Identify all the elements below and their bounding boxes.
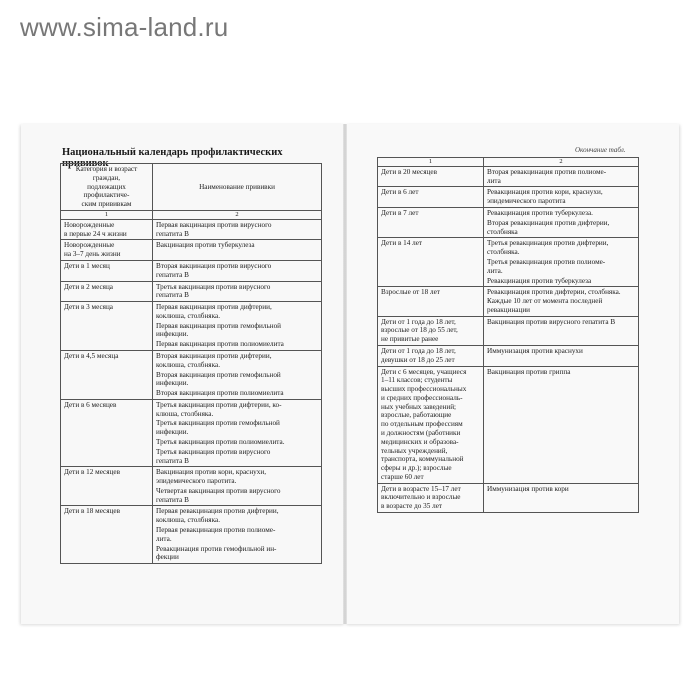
table-row — [61, 240, 322, 261]
vaccine-text: инфекции. — [156, 379, 189, 388]
category-text: и средних профессиональ- — [381, 393, 463, 402]
vaccination-table-left — [60, 163, 322, 564]
vaccine-text: Иммунизация против краснухи — [487, 346, 583, 355]
table-row — [61, 467, 322, 506]
category-text: Дети в 2 месяца — [64, 282, 113, 291]
table-row — [378, 316, 639, 345]
vaccine-text: Третья вакцинация против полиомиелита. — [156, 438, 285, 447]
vaccine-cell — [484, 187, 639, 208]
vaccine-text: лита. — [487, 266, 503, 275]
vaccine-cell — [484, 483, 639, 512]
table-row — [61, 281, 322, 302]
vaccine-text: Вакцинация против гриппа — [487, 367, 571, 376]
vaccine-text: Ревакцинация против дифтерии, столбняка. — [487, 288, 621, 297]
vaccine-text: Вторая вакцинация против дифтерии, — [156, 351, 272, 360]
category-cell — [378, 483, 484, 512]
table-row — [378, 287, 639, 316]
category-text: Дети в 14 лет — [381, 239, 423, 248]
category-text: тельных учреждений, — [381, 446, 448, 455]
category-text: девушки от 18 до 25 лет — [381, 355, 455, 364]
category-cell — [61, 506, 153, 564]
vaccine-text: Четвертая вакцинация против вирусного — [156, 486, 281, 495]
header-vaccine: Наименование прививки — [153, 164, 322, 211]
category-cell — [61, 281, 153, 302]
table-row — [61, 350, 322, 399]
vaccine-text: Вторая ревакцинация против полиоме- — [487, 167, 607, 176]
vaccine-text: клюша, столбняка. — [156, 409, 214, 418]
table-row — [378, 238, 639, 287]
category-text: Дети в 20 месяцев — [381, 167, 437, 176]
vaccine-text: Ревакцинация против туберкулеза — [487, 276, 592, 285]
table-title: Национальный календарь профилактических прививок — [62, 147, 283, 169]
vaccine-text: Третья вакцинация против вирусного — [156, 447, 271, 456]
category-text: высших профессиональных — [381, 385, 467, 394]
category-cell — [378, 345, 484, 366]
table-row — [378, 208, 639, 238]
category-text: и должностям (работники — [381, 429, 461, 438]
category-cell — [61, 350, 153, 399]
category-text: по отдельным профессиям — [381, 420, 463, 429]
category-cell — [61, 302, 153, 351]
vaccine-text: столбняка. — [487, 248, 520, 257]
category-text: Дети с 6 месяцев, учащиеся — [381, 367, 467, 376]
category-text: Дети в 6 месяцев — [64, 400, 117, 409]
category-text: Дети в 6 лет — [381, 188, 419, 197]
category-text: на 3–7 день жизни — [64, 250, 121, 259]
category-cell — [378, 287, 484, 316]
vaccine-text: гепатита В — [156, 270, 189, 279]
column-number-row — [378, 158, 639, 167]
vaccine-text: коклюша, столбняка. — [156, 360, 220, 369]
category-cell — [61, 219, 153, 240]
table-row — [61, 302, 322, 351]
vaccine-text: гепатита В — [156, 456, 189, 465]
category-text: Дети в 7 лет — [381, 209, 419, 218]
table-row — [61, 260, 322, 281]
category-text: Дети в 3 месяца — [64, 303, 113, 312]
category-cell — [378, 187, 484, 208]
vaccine-text: Первая вакцинация против дифтерии, — [156, 303, 272, 312]
vaccine-cell — [484, 287, 639, 316]
vaccine-text: Вторая вакцинация против гемофильной — [156, 370, 281, 379]
table-row — [61, 219, 322, 240]
vaccine-text: Вторая вакцинация против полиомиелита — [156, 389, 284, 398]
vaccination-table-right — [377, 157, 639, 513]
vaccine-text: Первая ревакцинация против дифтерии, — [156, 507, 279, 516]
book-spine — [343, 124, 347, 624]
category-text: Дети в 1 месяц — [64, 261, 110, 270]
category-text: ных учебных заведений; — [381, 402, 457, 411]
vaccine-cell — [484, 316, 639, 345]
vaccine-cell — [153, 350, 322, 399]
vaccine-cell — [153, 260, 322, 281]
vaccine-text: Третья ревакцинация против полиоме- — [487, 257, 606, 266]
vaccine-text: Первая ревакцинация против полиоме- — [156, 526, 276, 535]
vaccine-cell — [153, 302, 322, 351]
vaccine-text: гепатита В — [156, 495, 189, 504]
category-cell — [378, 208, 484, 238]
category-text: транспорта, коммунальной — [381, 455, 464, 464]
vaccine-text: Вакцинация против вирусного гепатита В — [487, 317, 616, 326]
category-cell — [378, 316, 484, 345]
table-row — [378, 366, 639, 483]
table-row — [378, 187, 639, 208]
table-row — [378, 345, 639, 366]
category-text: Новорожденные — [64, 220, 115, 229]
vaccine-cell — [153, 219, 322, 240]
vaccine-cell — [153, 240, 322, 261]
vaccine-text: Ревакцинация против туберкулеза. — [487, 209, 593, 218]
vaccine-text: Вторая вакцинация против вирусного — [156, 261, 272, 270]
category-text: не привитые ранее — [381, 335, 439, 344]
category-cell — [61, 399, 153, 466]
vaccine-text: Вакцинация против туберкулеза — [156, 241, 255, 250]
category-cell — [378, 366, 484, 483]
column-number: 1 — [61, 210, 153, 219]
vaccine-cell — [153, 281, 322, 302]
continuation-label: Окончание табл. — [575, 146, 626, 154]
vaccine-text: гепатита В — [156, 229, 189, 238]
vaccine-text: лита. — [156, 534, 172, 543]
category-cell — [61, 260, 153, 281]
vaccine-cell — [484, 238, 639, 287]
column-number: 2 — [153, 210, 322, 219]
category-text: взрослые, работающие — [381, 411, 452, 420]
category-text: Взрослые от 18 лет — [381, 288, 440, 297]
category-text: Новорожденные — [64, 241, 115, 250]
vaccine-cell — [153, 467, 322, 506]
category-text: Дети в возрасте 15–17 лет — [381, 484, 461, 493]
category-text: в возрасте до 35 лет — [381, 502, 443, 511]
category-cell — [61, 467, 153, 506]
category-text: Дети в 12 месяцев — [64, 468, 120, 477]
vaccine-text: Первая вакцинация против вирусного — [156, 220, 272, 229]
category-text: сферы и др.); взрослые — [381, 464, 452, 473]
category-cell — [61, 240, 153, 261]
table-header-row — [61, 164, 322, 211]
vaccine-text: Первая вакцинация против полиомиелита — [156, 340, 284, 349]
vaccine-cell — [484, 208, 639, 238]
vaccine-text: Каждые 10 лет от момента последней — [487, 297, 603, 306]
category-text: взрослые от 18 до 55 лет, — [381, 326, 458, 335]
category-text: Дети в 4,5 месяца — [64, 351, 119, 360]
vaccine-text: Иммунизация против кори — [487, 484, 569, 493]
column-number: 2 — [484, 158, 639, 167]
vaccine-cell — [484, 166, 639, 187]
vaccine-text: Третья вакцинация против гемофильной — [156, 419, 280, 428]
vaccine-text: столбняка — [487, 227, 518, 236]
category-text: старше 60 лет — [381, 472, 424, 481]
table-row — [378, 483, 639, 512]
table-row — [61, 399, 322, 466]
category-text: в первые 24 ч жизни — [64, 229, 127, 238]
vaccine-text: ревакцинации — [487, 305, 531, 314]
category-cell — [378, 238, 484, 287]
category-text: включительно и взрослые — [381, 493, 461, 502]
vaccine-text: Вторая ревакцинация против дифтерии, — [487, 218, 610, 227]
category-text: Дети от 1 года до 18 лет, — [381, 317, 456, 326]
category-cell — [378, 166, 484, 187]
vaccine-text: Третья ревакцинация против дифтерии, — [487, 239, 609, 248]
table-row — [378, 166, 639, 187]
vaccine-text: коклюша, столбняка. — [156, 311, 220, 320]
vaccine-text: Ревакцинация против кори, краснухи, — [487, 188, 603, 197]
category-text: Дети в 18 месяцев — [64, 507, 120, 516]
vaccine-cell — [484, 345, 639, 366]
vaccine-text: фекции — [156, 553, 179, 562]
category-text: 1–11 классов; студенты — [381, 376, 453, 385]
vaccine-cell — [484, 366, 639, 483]
category-text: медицинских и образова- — [381, 437, 459, 446]
vaccine-text: лита — [487, 176, 501, 185]
vaccine-text: инфекции. — [156, 428, 189, 437]
site-watermark: www.sima-land.ru — [20, 12, 229, 42]
vaccine-text: эпидемического паротита — [487, 197, 566, 206]
vaccine-text: гепатита В — [156, 291, 189, 300]
column-number: 1 — [378, 158, 484, 167]
category-text: Дети от 1 года до 18 лет, — [381, 346, 456, 355]
vaccine-text: инфекции. — [156, 330, 189, 339]
vaccine-text: Третья вакцинация против дифтерии, ко- — [156, 400, 282, 409]
vaccine-cell — [153, 399, 322, 466]
vaccine-text: Первая вакцинация против гемофильной — [156, 321, 282, 330]
vaccine-text: коклюша, столбняка. — [156, 516, 220, 525]
column-number-row — [61, 210, 322, 219]
header-category: Категория и возраст граждан, подлежащих профилактиче- ским прививкам — [61, 164, 153, 211]
table-row — [61, 506, 322, 564]
vaccine-text: эпидемического паротита. — [156, 477, 237, 486]
vaccine-cell — [153, 506, 322, 564]
vaccine-text: Третья вакцинация против вирусного — [156, 282, 271, 291]
vaccine-text: Ревакцинация против гемофильной ин- — [156, 544, 277, 553]
vaccine-text: Вакцинация против кори, краснухи, — [156, 468, 267, 477]
